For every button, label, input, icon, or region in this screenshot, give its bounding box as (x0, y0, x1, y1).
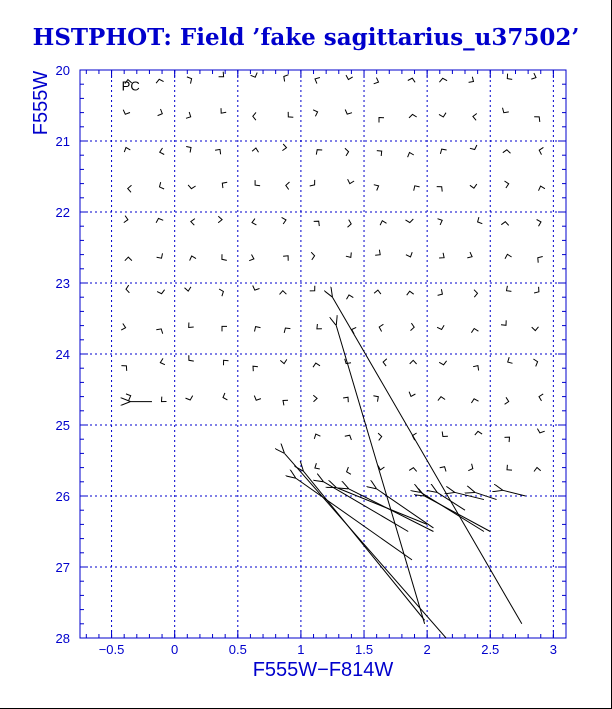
long-vector (336, 326, 424, 624)
small-vector (283, 256, 288, 261)
small-vector (283, 400, 288, 405)
small-vector (539, 186, 545, 191)
small-vector (282, 144, 286, 151)
small-vector (280, 291, 287, 295)
small-vector (440, 149, 446, 154)
pc-annotation: PC (121, 78, 140, 94)
small-vector (189, 323, 194, 328)
small-vector (532, 327, 539, 331)
small-vector (314, 434, 320, 439)
small-vector (346, 252, 351, 257)
small-vector (254, 396, 261, 401)
small-vector (252, 148, 258, 152)
small-vector (409, 392, 415, 397)
small-vector (537, 220, 541, 227)
small-vector (121, 366, 126, 371)
small-vector (222, 182, 227, 188)
small-vector (160, 358, 165, 364)
long-vector (437, 492, 465, 510)
small-vector (347, 295, 354, 299)
small-vector (188, 185, 196, 189)
small-vector (255, 327, 261, 332)
small-vector (374, 78, 379, 84)
small-vector (310, 180, 315, 186)
y-tick-label: 27 (55, 560, 70, 575)
small-vector (437, 187, 443, 192)
small-vector (160, 182, 165, 189)
small-vector (503, 108, 509, 113)
small-vector (345, 148, 349, 156)
small-vector (191, 219, 195, 226)
small-vector (507, 465, 512, 470)
small-vector (474, 290, 478, 298)
small-vector (501, 320, 506, 325)
small-vector (156, 218, 163, 222)
small-vector (221, 108, 226, 113)
small-vector (223, 393, 227, 400)
x-tick-label: 2 (423, 642, 431, 657)
small-vector (222, 326, 227, 331)
small-vector (348, 179, 355, 184)
small-vector (467, 252, 472, 258)
small-vector (313, 363, 320, 367)
small-vector (471, 399, 478, 403)
small-vector (286, 182, 290, 190)
small-vector (249, 255, 254, 261)
plot-border (80, 70, 566, 638)
small-vector (374, 290, 381, 294)
small-vector (288, 112, 293, 117)
small-vector (538, 257, 543, 263)
small-vector (280, 359, 287, 363)
small-vector (251, 73, 258, 78)
small-vector (186, 147, 191, 153)
small-vector (414, 186, 420, 191)
small-vector (215, 149, 221, 154)
small-vector (313, 110, 318, 117)
small-vector (378, 433, 382, 440)
y-tick-label: 22 (55, 205, 70, 220)
small-vector (162, 397, 167, 402)
small-vector (282, 217, 286, 224)
small-vector (255, 180, 260, 186)
small-vector (157, 253, 163, 258)
small-vector (377, 151, 382, 156)
small-vector (505, 181, 509, 188)
long-vector (296, 478, 412, 560)
small-vector (470, 145, 477, 150)
small-vector (534, 287, 539, 293)
small-vector (347, 467, 351, 474)
x-tick-label: 0.5 (228, 642, 247, 657)
small-vector (126, 285, 129, 293)
small-vector (501, 222, 508, 226)
small-vector (475, 431, 482, 435)
y-tick-label: 24 (55, 347, 70, 362)
y-axis-label: F555W (30, 70, 52, 136)
small-vector (406, 252, 412, 257)
small-vector (124, 216, 128, 223)
small-vector (539, 394, 543, 401)
small-vector (439, 361, 446, 365)
x-tick-label: 3 (549, 642, 557, 657)
long-vector (503, 490, 526, 496)
small-vector (406, 219, 414, 223)
small-vector (345, 359, 351, 364)
small-vector (218, 216, 222, 223)
small-vector (190, 256, 196, 261)
small-vector (438, 219, 443, 225)
small-vector (222, 254, 227, 260)
small-vector (539, 147, 543, 154)
small-vector (442, 432, 448, 437)
x-tick-label: 1.5 (354, 642, 374, 657)
small-vector (253, 286, 260, 291)
small-vector (468, 464, 473, 471)
x-tick-label: 2.5 (481, 642, 500, 657)
long-vector (284, 453, 446, 638)
small-vectors (121, 72, 545, 475)
small-vector (185, 287, 191, 291)
small-vector (478, 217, 483, 224)
small-vector (343, 397, 348, 402)
small-vector (314, 221, 320, 226)
small-vector (534, 468, 541, 472)
x-tick-label: 1 (297, 642, 305, 657)
small-vector (469, 77, 474, 83)
small-vector (439, 78, 447, 82)
small-vector (534, 117, 540, 122)
small-vector (187, 77, 192, 84)
small-vector (471, 329, 478, 333)
y-tick-label: 21 (55, 134, 70, 149)
small-vector (437, 325, 444, 329)
small-vector (374, 185, 379, 191)
long-vector (425, 496, 491, 532)
small-vector (439, 253, 444, 258)
small-vector (379, 118, 384, 123)
small-vector (537, 429, 544, 433)
small-vector (505, 397, 509, 404)
small-vector (126, 394, 131, 400)
y-tick-label: 26 (55, 489, 70, 504)
small-vector (160, 148, 165, 155)
small-vector (125, 257, 132, 261)
small-vector (438, 397, 445, 401)
small-vector (408, 153, 414, 158)
small-vector (379, 324, 383, 331)
small-vector (383, 359, 387, 366)
small-vector (507, 286, 512, 292)
small-vector (507, 74, 512, 80)
small-vector (123, 110, 130, 115)
small-vector (470, 184, 477, 188)
small-vector (411, 323, 415, 331)
small-vector (219, 72, 224, 77)
small-vector (348, 220, 352, 228)
small-vector (219, 289, 223, 296)
small-vector (409, 114, 417, 118)
small-vector (440, 467, 446, 472)
small-vector (373, 396, 378, 402)
small-vector (128, 185, 132, 192)
small-vector (505, 254, 512, 258)
long-vector (349, 489, 434, 532)
small-vector (409, 468, 417, 472)
y-tick-label: 28 (55, 631, 70, 646)
small-vector (158, 109, 163, 116)
small-vector (345, 110, 352, 115)
small-vector (156, 329, 162, 334)
small-vector (531, 73, 536, 79)
small-vector (438, 289, 443, 295)
small-vector (121, 324, 125, 331)
small-vector (253, 366, 258, 371)
small-vector (503, 150, 511, 153)
small-vector (224, 360, 229, 365)
small-vector (439, 113, 446, 117)
grid-lines (80, 70, 566, 638)
small-vector (157, 290, 165, 294)
small-vector (407, 291, 414, 295)
small-vector (380, 221, 386, 226)
small-vector (375, 250, 380, 256)
chart-title: HSTPHOT: Field ’fake sagittarius_u37502’ (32, 24, 580, 51)
small-vector (189, 355, 194, 361)
small-vector (313, 395, 317, 402)
small-vector (508, 357, 513, 363)
long-vectors (130, 297, 525, 638)
small-vector (533, 359, 537, 366)
small-vector (124, 148, 130, 153)
small-vector (473, 366, 479, 371)
long-vector (303, 471, 424, 620)
y-tick-label: 20 (55, 63, 70, 78)
small-vector (284, 75, 289, 82)
y-tick-label: 25 (55, 418, 70, 433)
small-vector (316, 150, 322, 155)
small-vector (252, 219, 256, 225)
x-axis-label: F555W−F814W (252, 659, 394, 681)
small-vector (311, 252, 314, 260)
x-tick-label: 0 (171, 642, 179, 657)
small-vector (156, 79, 164, 83)
small-vector (410, 360, 417, 364)
small-vector (186, 112, 191, 118)
small-vector (186, 396, 193, 400)
small-vector (317, 324, 322, 329)
small-vector (345, 435, 352, 440)
small-vector (346, 75, 353, 79)
small-vector (253, 112, 256, 120)
small-vector (284, 328, 290, 333)
y-tick-label: 23 (55, 276, 70, 291)
small-vector (473, 114, 477, 121)
x-tick-label: −0.5 (98, 642, 125, 657)
small-vector (310, 286, 315, 291)
small-vector (315, 463, 320, 469)
small-vector (408, 78, 415, 82)
small-vector (505, 437, 510, 442)
small-vector (315, 78, 320, 84)
